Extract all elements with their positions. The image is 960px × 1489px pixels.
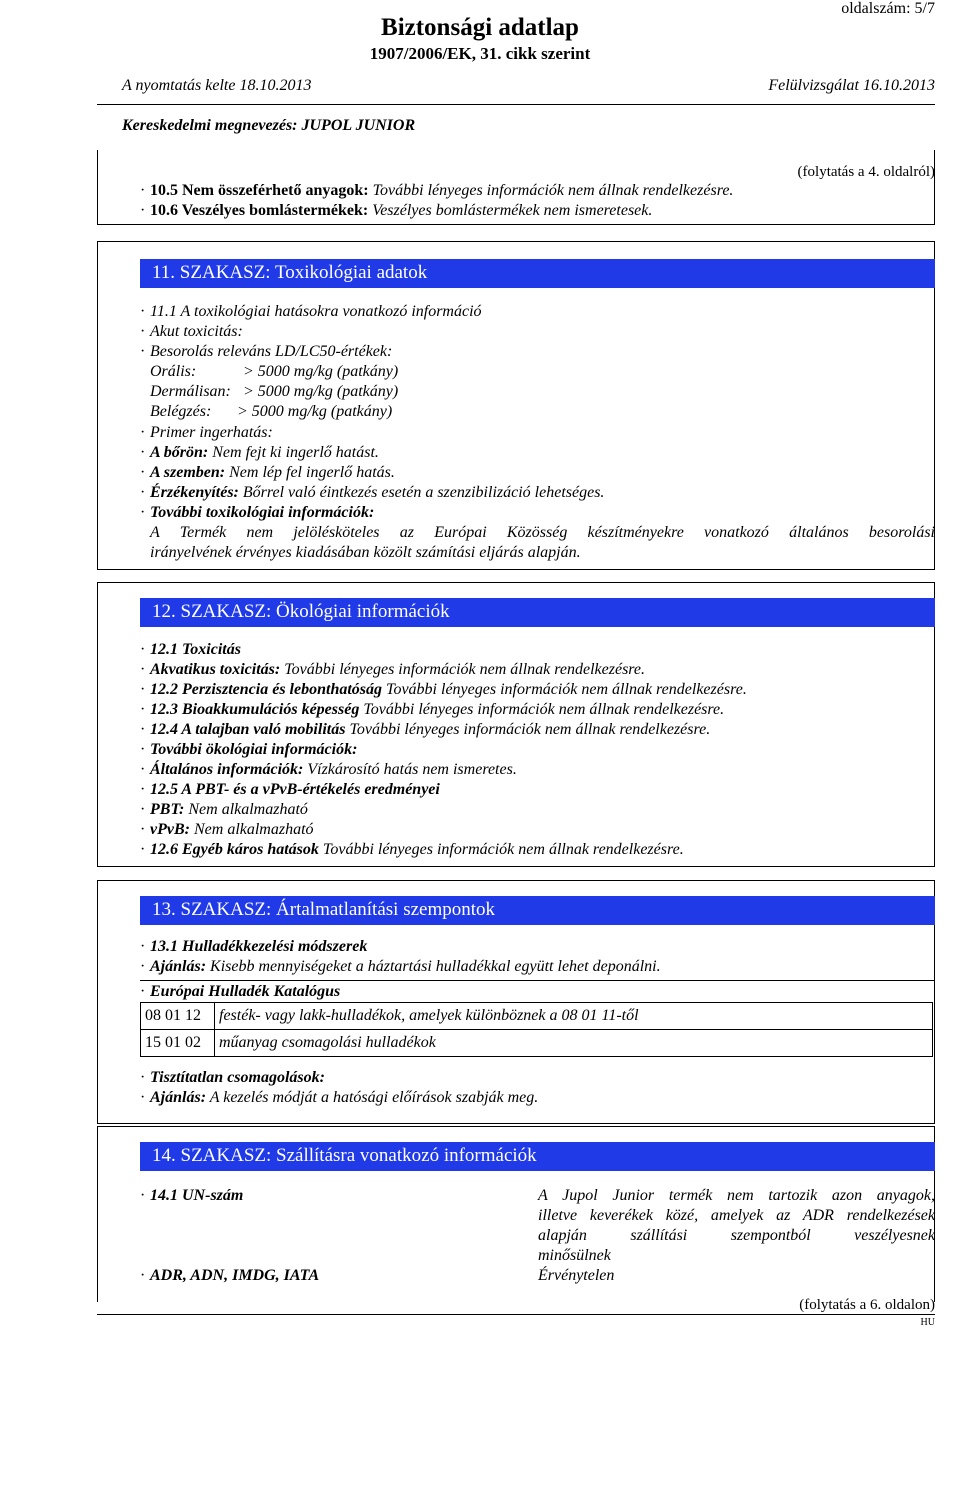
s14-un-value-2: illetve keverékek közé, amelyek az ADR rendelkezések	[538, 1207, 935, 1224]
s11-line: · Akut toxicitás:	[140, 323, 243, 340]
s11-l3: Besorolás releváns LD/LC50-értékek:	[150, 343, 393, 360]
s11-sens-head: Érzékenyítés:	[150, 484, 239, 501]
continuation-to: (folytatás a 6. oldalon)	[799, 1297, 935, 1313]
s12-l10-text: Nem alkalmazható	[189, 821, 314, 838]
s14-un-value-3: alapján szállítási szempontból veszélyesnek	[538, 1227, 935, 1244]
s14-transport-label-line: · ADR, ADN, IMDG, IATA	[140, 1267, 320, 1284]
ewc-desc: festék- vagy lakk-hulladékok, amelyek különböznek a 08 01 11-től	[215, 1003, 933, 1030]
s12-line: · 12.1 Toxicitás	[140, 641, 241, 658]
s12-line: · vPvB: Nem alkalmazható	[140, 821, 314, 838]
s10-l1-text: További lényeges információk nem állnak rendelkezésre.	[368, 182, 734, 199]
s14-transport-value: Érvénytelen	[538, 1267, 615, 1284]
s12-l1: 12.1 Toxicitás	[150, 641, 241, 658]
s11-line: · További toxikológiai információk:	[140, 504, 375, 521]
s10-l2-head: 10.6 Veszélyes bomlástermékek:	[150, 202, 369, 219]
s11-l1: 11.1 A toxikológiai hatásokra vonatkozó információ	[150, 303, 482, 320]
s11-oral-label: Orális:	[150, 363, 197, 380]
ewc-title: Európai Hulladék Katalógus	[150, 983, 341, 1000]
s11-line: · A szemben: Nem lép fel ingerlő hatás.	[140, 464, 395, 481]
s12-l2-head: Akvatikus toxicitás:	[150, 661, 281, 678]
s11-further-head: További toxikológiai információk:	[150, 504, 375, 521]
s11-inhal-value: > 5000 mg/kg (patkány)	[237, 403, 393, 420]
s13-line: · Tisztítatlan csomagolások:	[140, 1069, 325, 1086]
s13-l2-text: Kisebb mennyiségeket a háztartási hulladékkal együtt lehet deponálni.	[206, 958, 661, 975]
s11-primer: Primer ingerhatás:	[150, 424, 273, 441]
print-date: A nyomtatás kelte 18.10.2013	[122, 77, 312, 94]
s13-line: · Ajánlás: Kisebb mennyiségeket a háztartási hulladékkal együtt lehet deponálni.	[140, 958, 661, 975]
table-row	[141, 1030, 933, 1057]
s11-oral-value: > 5000 mg/kg (patkány)	[243, 363, 399, 380]
ewc-table	[140, 1002, 933, 1057]
s12-line: · Általános információk: Vízkárosító hatás nem ismeretes.	[140, 761, 517, 778]
trade-name: Kereskedelmi megnevezés: JUPOL JUNIOR	[122, 117, 416, 134]
s12-l9-head: PBT:	[150, 801, 185, 818]
section14-title: 14. SZAKASZ: Szállításra vonatkozó információk	[152, 1145, 537, 1166]
s12-l3-text: További lényeges információk nem állnak rendelkezésre.	[382, 681, 747, 698]
s11-skin-head: A bőrön:	[150, 444, 209, 461]
s11-further-text1: A Termék nem jelölésköteles az Európai Közösség készítményekre vonatkozó általános besorolási	[150, 524, 935, 541]
header-rule	[97, 104, 935, 105]
section13-title: 13. SZAKASZ: Ártalmatlanítási szempontok	[152, 899, 496, 920]
s12-l7-text: Vízkárosító hatás nem ismeretes.	[303, 761, 517, 778]
section12-title: 12. SZAKASZ: Ökológiai információk	[152, 601, 450, 622]
s12-l3-head: 12.2 Perzisztencia és lebonthatóság	[150, 681, 383, 698]
s13-line: · 13.1 Hulladékkezelési módszerek	[140, 938, 368, 955]
s12-line: · PBT: Nem alkalmazható	[140, 801, 308, 818]
s13-l3: Tisztítatlan csomagolások:	[150, 1069, 325, 1086]
section11-title-bar	[140, 259, 935, 288]
s12-l10-head: vPvB:	[150, 821, 190, 838]
section13-title-bar	[140, 896, 935, 925]
footer-rule	[97, 1314, 935, 1315]
s11-line: · 11.1 A toxikológiai hatásokra vonatkozó információ	[140, 303, 482, 320]
s14-un-label: 14.1 UN-szám	[150, 1187, 244, 1204]
s12-line: · 12.3 Bioakkumulációs képesség További lényeges információk nem állnak rendelkezésre.	[140, 701, 725, 718]
page-number: oldalszám: 5/7	[841, 0, 935, 17]
s12-l11-text: További lényeges információk nem állnak rendelkezésre.	[318, 841, 684, 858]
document-title: Biztonsági adatlap	[381, 14, 579, 41]
s14-un-value-1: A Jupol Junior termék nem tartozik azon anyagok,	[538, 1187, 935, 1204]
section11-title: 11. SZAKASZ: Toxikológiai adatok	[152, 262, 428, 283]
s12-l4-text: További lényeges információk nem állnak rendelkezésre.	[359, 701, 725, 718]
s11-skin-text: Nem fejt ki ingerlő hatást.	[208, 444, 379, 461]
s12-line: · 12.2 Perzisztencia és lebonthatóság További lényeges információk nem állnak rendelkezésre.	[140, 681, 747, 698]
s10-l2-text: Veszélyes bomlástermékek nem ismeretesek.	[368, 202, 653, 219]
s12-l7-head: Általános információk:	[150, 761, 304, 778]
s11-eye-text: Nem lép fel ingerlő hatás.	[225, 464, 395, 481]
ewc-desc: műanyag csomagolási hulladékok	[215, 1030, 933, 1057]
s11-dermal-label: Dermálisan:	[150, 383, 231, 400]
s13-l4-text: A kezelés módját a hatósági előírások szabják meg.	[206, 1089, 539, 1106]
s12-l2-text: További lényeges információk nem állnak rendelkezésre.	[280, 661, 646, 678]
s13-l2-head: Ajánlás:	[150, 958, 207, 975]
revision-date: Felülvizsgálat 16.10.2013	[768, 77, 935, 94]
s11-dermal-value: > 5000 mg/kg (patkány)	[243, 383, 399, 400]
s13-l1: 13.1 Hulladékkezelési módszerek	[150, 938, 368, 955]
s11-line: · Besorolás releváns LD/LC50-értékek:	[140, 343, 393, 360]
s11-inhal-label: Belégzés:	[150, 403, 212, 420]
ewc-code: 08 01 12	[141, 1003, 215, 1030]
s11-line: · Érzékenyítés: Bőrrel való éintkezés esetén a szenzibilizáció lehetséges.	[140, 484, 605, 501]
s11-line: · A bőrön: Nem fejt ki ingerlő hatást.	[140, 444, 379, 461]
s12-l5-text: További lényeges információk nem állnak rendelkezésre.	[345, 721, 711, 738]
s10-line-decomposition: · 10.6 Veszélyes bomlástermékek: Veszélyes bomlástermékek nem ismeretesek.	[140, 202, 653, 219]
language-code: HU	[920, 1317, 935, 1328]
s12-l9-text: Nem alkalmazható	[184, 801, 308, 818]
section14-title-bar	[140, 1142, 935, 1171]
s10-line-incompatible: · 10.5 Nem összeférhető anyagok: További lényeges információk nem állnak rendelkezésre.	[140, 182, 734, 199]
s12-line: · További ökológiai információk:	[140, 741, 358, 758]
s13-ewc-title-line: · Európai Hulladék Katalógus	[140, 983, 341, 1000]
s12-l6: További ökológiai információk:	[150, 741, 358, 758]
ewc-top-rule	[140, 980, 935, 981]
s12-line: · 12.5 A PBT- és a vPvB-értékelés eredményei	[140, 781, 440, 798]
s13-line: · Ajánlás: A kezelés módját a hatósági előírások szabják meg.	[140, 1089, 539, 1106]
s12-line: · 12.4 A talajban való mobilitás További lényeges információk nem állnak rendelkezésre.	[140, 721, 711, 738]
section12-title-bar	[140, 598, 935, 627]
ewc-code: 15 01 02	[141, 1030, 215, 1057]
continuation-from: (folytatás a 4. oldalról)	[797, 164, 935, 180]
s11-sens-text: Bőrrel való éintkezés esetén a szenzibilizáció lehetséges.	[238, 484, 605, 501]
s12-l5-head: 12.4 A talajban való mobilitás	[150, 721, 346, 738]
s12-l11-head: 12.6 Egyéb káros hatások	[150, 841, 319, 858]
s14-transport-label: ADR, ADN, IMDG, IATA	[150, 1267, 320, 1284]
s12-line: · Akvatikus toxicitás: További lényeges információk nem állnak rendelkezésre.	[140, 661, 646, 678]
s14-un-value-4: minősülnek	[538, 1247, 611, 1264]
s11-l2: Akut toxicitás:	[150, 323, 243, 340]
s10-l1-head: 10.5 Nem összeférhető anyagok:	[150, 182, 369, 199]
document-subtitle: 1907/2006/EK, 31. cikk szerint	[369, 44, 591, 63]
s12-l4-head: 12.3 Bioakkumulációs képesség	[150, 701, 360, 718]
s13-l4-head: Ajánlás:	[150, 1089, 207, 1106]
s11-eye-head: A szemben:	[150, 464, 226, 481]
s14-un-label-line: · 14.1 UN-szám	[140, 1187, 244, 1204]
s12-l8: 12.5 A PBT- és a vPvB-értékelés eredményei	[150, 781, 440, 798]
s11-line: · Primer ingerhatás:	[140, 424, 273, 441]
table-row	[141, 1003, 933, 1030]
s12-line: · 12.6 Egyéb káros hatások További lényeges információk nem állnak rendelkezésre.	[140, 841, 684, 858]
s11-further-text2: irányelvének érvényes kiadásában közölt számítási eljárás alapján.	[150, 544, 581, 561]
